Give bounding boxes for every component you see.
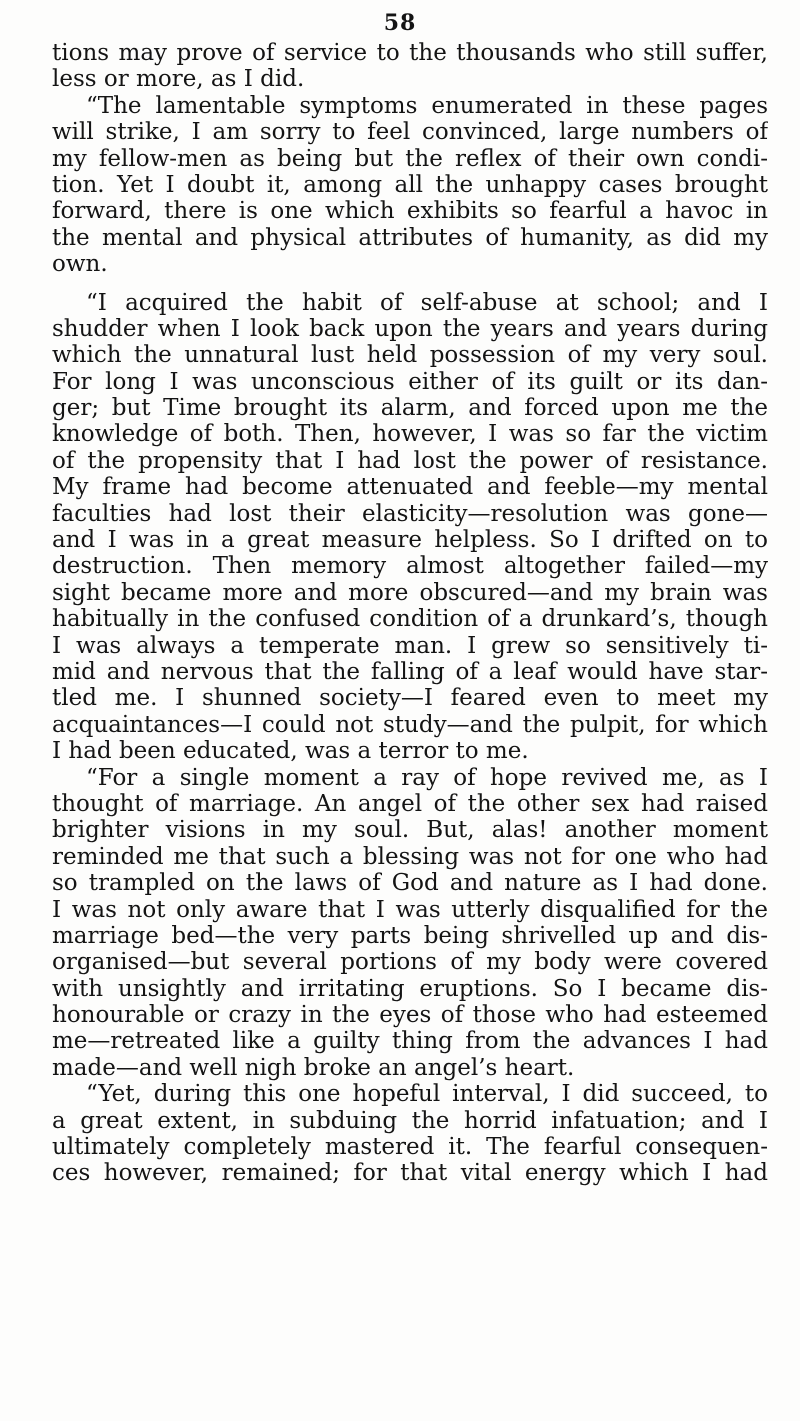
text-line: with unsightly and irritating eruptions. So I became dis- xyxy=(52,975,768,1002)
text-line: destruction. Then memory almost altogether failed—my xyxy=(52,553,768,580)
text-line: of the propensity that I had lost the power of resistance. xyxy=(52,447,768,474)
text-line: acquaintances—I could not study—and the pulpit, for which xyxy=(52,711,768,738)
text-line: ces however, remained; for that vital energy which I had xyxy=(52,1160,768,1187)
text-line: “I acquired the habit of self-abuse at school; and I xyxy=(86,289,768,316)
text-line: tled me. I shunned society—I feared even to meet my xyxy=(52,685,768,712)
text-line: reminded me that such a blessing was not for one who had xyxy=(52,843,768,870)
text-line: own. xyxy=(52,251,108,278)
text-line: forward, there is one which exhibits so fearful a havoc in xyxy=(52,198,768,225)
paragraph-gap xyxy=(52,278,768,290)
text-line: ger; but Time brought its alarm, and forced upon me the xyxy=(52,395,768,422)
text-line: will strike, I am sorry to feel convinced, large numbers of xyxy=(52,119,768,146)
text-line: sight became more and more obscured—and my brain was xyxy=(52,579,768,606)
text-line: I had been educated, was a terror to me. xyxy=(52,738,529,765)
text-line: My frame had become attenuated and feeble—my mental xyxy=(52,474,768,501)
text-line: tions may prove of service to the thousands who still suffer, xyxy=(52,40,768,66)
text-line: mid and nervous that the falling of a leaf would have star- xyxy=(52,658,768,685)
text-line: brighter visions in my soul. But, alas! another moment xyxy=(52,817,768,844)
text-line: thought of marriage. An angel of the other sex had raised xyxy=(52,790,768,817)
text-line: I was not only aware that I was utterly disqualified for the xyxy=(52,896,768,923)
body-text xyxy=(52,40,768,1187)
text-line: tion. Yet I doubt it, among all the unhappy cases brought xyxy=(52,171,768,198)
text-line: and I was in a great measure helpless. So I drifted on to xyxy=(52,527,768,554)
text-line: made—and well nigh broke an angel’s heart. xyxy=(52,1054,575,1081)
text-line: knowledge of both. Then, however, I was so far the victim xyxy=(52,421,768,448)
text-line: “For a single moment a ray of hope revived me, as I xyxy=(86,764,768,791)
text-line: so trampled on the laws of God and nature as I had done. xyxy=(52,870,768,897)
text-line: my fellow-men as being but the reflex of their own condi- xyxy=(52,145,768,172)
text-line: marriage bed—the very parts being shrivelled up and dis- xyxy=(52,922,768,949)
text-line: me—retreated like a guilty thing from the advances I had xyxy=(52,1028,768,1055)
text-line: habitually in the confused condition of a drunkard’s, though xyxy=(52,606,768,633)
text-line: I was always a temperate man. I grew so sensitively ti- xyxy=(52,632,768,659)
text-line: less or more, as I did. xyxy=(52,66,305,93)
text-line: faculties had lost their elasticity—resolution was gone— xyxy=(52,500,768,527)
text-line: which the unnatural lust held possession of my very soul. xyxy=(52,342,768,369)
text-line: shudder when I look back upon the years and years during xyxy=(52,315,768,342)
text-line: the mental and physical attributes of humanity, as did my xyxy=(52,224,768,251)
text-line: honourable or crazy in the eyes of those who had esteemed xyxy=(52,1002,768,1029)
text-line: organised—but several portions of my body were covered xyxy=(52,949,768,976)
page-number: 58 xyxy=(383,10,417,36)
text-line: “Yet, during this one hopeful interval, I did succeed, to xyxy=(86,1081,768,1108)
text-line: For long I was unconscious either of its guilt or its dan- xyxy=(52,368,768,395)
text-line: “The lamentable symptoms enumerated in these pages xyxy=(86,92,768,119)
text-line: ultimately completely mastered it. The fearful consequen- xyxy=(52,1134,768,1161)
text-line: a great extent, in subduing the horrid infatuation; and I xyxy=(52,1107,768,1134)
